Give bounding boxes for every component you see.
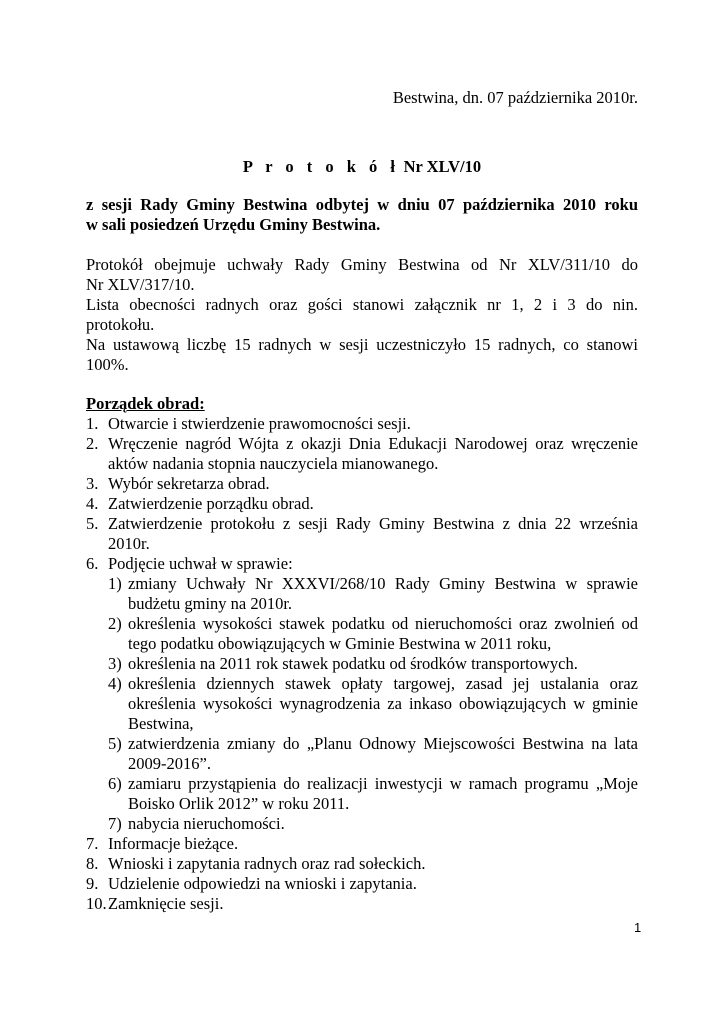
intro-line: Nr XLV/317/10. <box>86 275 195 294</box>
subtitle-line-1: z sesji Rady Gminy Bestwina odbytej w dniu 07 października 2010 roku <box>86 195 638 214</box>
resolution-item <box>108 654 638 674</box>
subtitle-line-2: w sali posiedzeń Urzędu Gminy Bestwina. <box>86 215 381 234</box>
agenda-item-line: Bestwina, <box>128 714 194 733</box>
agenda-item-line: zamiaru przystąpienia do realizacji inwestycji w ramach programu „Moje <box>128 774 638 793</box>
agenda-item <box>86 414 638 434</box>
agenda-section <box>86 394 638 914</box>
intro-line: protokołu. <box>86 315 155 334</box>
intro-line: Lista obecności radnych oraz gości stanowi załącznik nr 1, 2 i 3 do nin. <box>86 295 638 314</box>
agenda-item-number: 2. <box>86 434 99 453</box>
resolution-item-number: 4) <box>108 674 122 693</box>
agenda-item-number: 1. <box>86 414 99 433</box>
agenda-item-line: Otwarcie i stwierdzenie prawomocności sesji. <box>108 414 411 433</box>
resolution-item <box>108 814 638 834</box>
agenda-item <box>86 874 638 894</box>
intro-line: 100%. <box>86 355 129 374</box>
agenda-item-number: 5. <box>86 514 99 533</box>
intro-paragraph-quorum <box>86 335 638 375</box>
resolution-item-number: 7) <box>108 814 122 833</box>
agenda-item-number: 3. <box>86 474 99 493</box>
agenda-item-line: budżetu gminy na 2010r. <box>128 594 293 613</box>
agenda-item-line: Wybór sekretarza obrad. <box>108 474 270 493</box>
intro-section <box>86 255 638 375</box>
agenda-item-line: Zamknięcie sesji. <box>108 894 224 913</box>
resolution-item-number: 1) <box>108 574 122 593</box>
agenda-item-line: Zatwierdzenie porządku obrad. <box>108 494 314 513</box>
agenda-item-line: Zatwierdzenie protokołu z sesji Rady Gminy Bestwina z dnia 22 września <box>108 514 638 533</box>
agenda-item-line: 2009-2016”. <box>128 754 211 773</box>
agenda-item-number: 4. <box>86 494 99 513</box>
agenda-item-line: określenia na 2011 rok stawek podatku od środków transportowych. <box>128 654 578 673</box>
agenda-item-line: nabycia nieruchomości. <box>128 814 285 833</box>
agenda-item-line: określenia wysokości wynagrodzenia za inkaso obowiązujących w gminie <box>128 694 638 713</box>
agenda-item-line: 2010r. <box>108 534 150 553</box>
resolution-item-number: 6) <box>108 774 122 793</box>
agenda-item-number: 10. <box>86 894 107 913</box>
agenda-item <box>86 514 638 554</box>
agenda-item-line: Wręczenie nagród Wójta z okazji Dnia Edukacji Narodowej oraz wręczenie <box>108 434 638 453</box>
agenda-item-line: określenia wysokości stawek podatku od nieruchomości oraz zwolnień od <box>128 614 638 633</box>
document-title <box>86 157 638 177</box>
page-number: 1 <box>634 920 642 935</box>
agenda-item-line: Wnioski i zapytania radnych oraz rad sołeckich. <box>108 854 426 873</box>
agenda-item-line: Udzielenie odpowiedzi na wnioski i zapytania. <box>108 874 417 893</box>
resolution-item <box>108 774 638 814</box>
resolution-item-number: 3) <box>108 654 122 673</box>
intro-line: Protokół obejmuje uchwały Rady Gminy Bestwina od Nr XLV/311/10 do <box>86 255 638 274</box>
resolution-item <box>108 614 638 654</box>
agenda-item <box>86 854 638 874</box>
resolutions-sublist <box>108 574 638 834</box>
agenda-item-line: Boisko Orlik 2012” w roku 2011. <box>128 794 350 813</box>
title-number: Nr XLV/10 <box>403 157 482 176</box>
resolution-item-number: 2) <box>108 614 122 633</box>
title-protokol: P r o t o k ó ł <box>242 157 400 176</box>
agenda-item-line: zmiany Uchwały Nr XXXVI/268/10 Rady Gminy Bestwina w sprawie <box>128 574 638 593</box>
resolution-item <box>108 674 638 734</box>
intro-paragraph-resolutions <box>86 255 638 295</box>
agenda-item-line: Informacje bieżące. <box>108 834 239 853</box>
agenda-item <box>86 494 638 514</box>
agenda-item-line: Podjęcie uchwał w sprawie: <box>108 554 293 573</box>
resolution-item <box>108 734 638 774</box>
agenda-heading: Porządek obrad: <box>86 394 205 413</box>
agenda-item-line: określenia dziennych stawek opłaty targowej, zasad jej ustalania oraz <box>128 674 638 693</box>
date-line: Bestwina, dn. 07 października 2010r. <box>392 88 638 107</box>
agenda-item-number: 9. <box>86 874 99 893</box>
agenda-item <box>86 474 638 494</box>
agenda-item-number: 8. <box>86 854 99 873</box>
resolution-item <box>108 574 638 614</box>
agenda-item <box>86 834 638 854</box>
agenda-item-line: tego podatku obowiązujących w Gminie Bestwina w 2011 roku, <box>128 634 552 653</box>
resolution-item-number: 5) <box>108 734 122 753</box>
agenda-item <box>86 554 638 834</box>
agenda-item-line: zatwierdzenia zmiany do „Planu Odnowy Miejscowości Bestwina na lata <box>128 734 638 753</box>
intro-line: Na ustawową liczbę 15 radnych w sesji uczestniczyło 15 radnych, co stanowi <box>86 335 638 354</box>
agenda-item <box>86 894 638 914</box>
agenda-list <box>86 414 638 914</box>
intro-paragraph-attendance <box>86 295 638 335</box>
agenda-item-number: 7. <box>86 834 99 853</box>
agenda-item <box>86 434 638 474</box>
agenda-item-line: aktów nadania stopnia nauczyciela mianowanego. <box>108 454 439 473</box>
document-page <box>86 0 638 1024</box>
session-subtitle <box>86 195 638 235</box>
agenda-item-number: 6. <box>86 554 99 573</box>
